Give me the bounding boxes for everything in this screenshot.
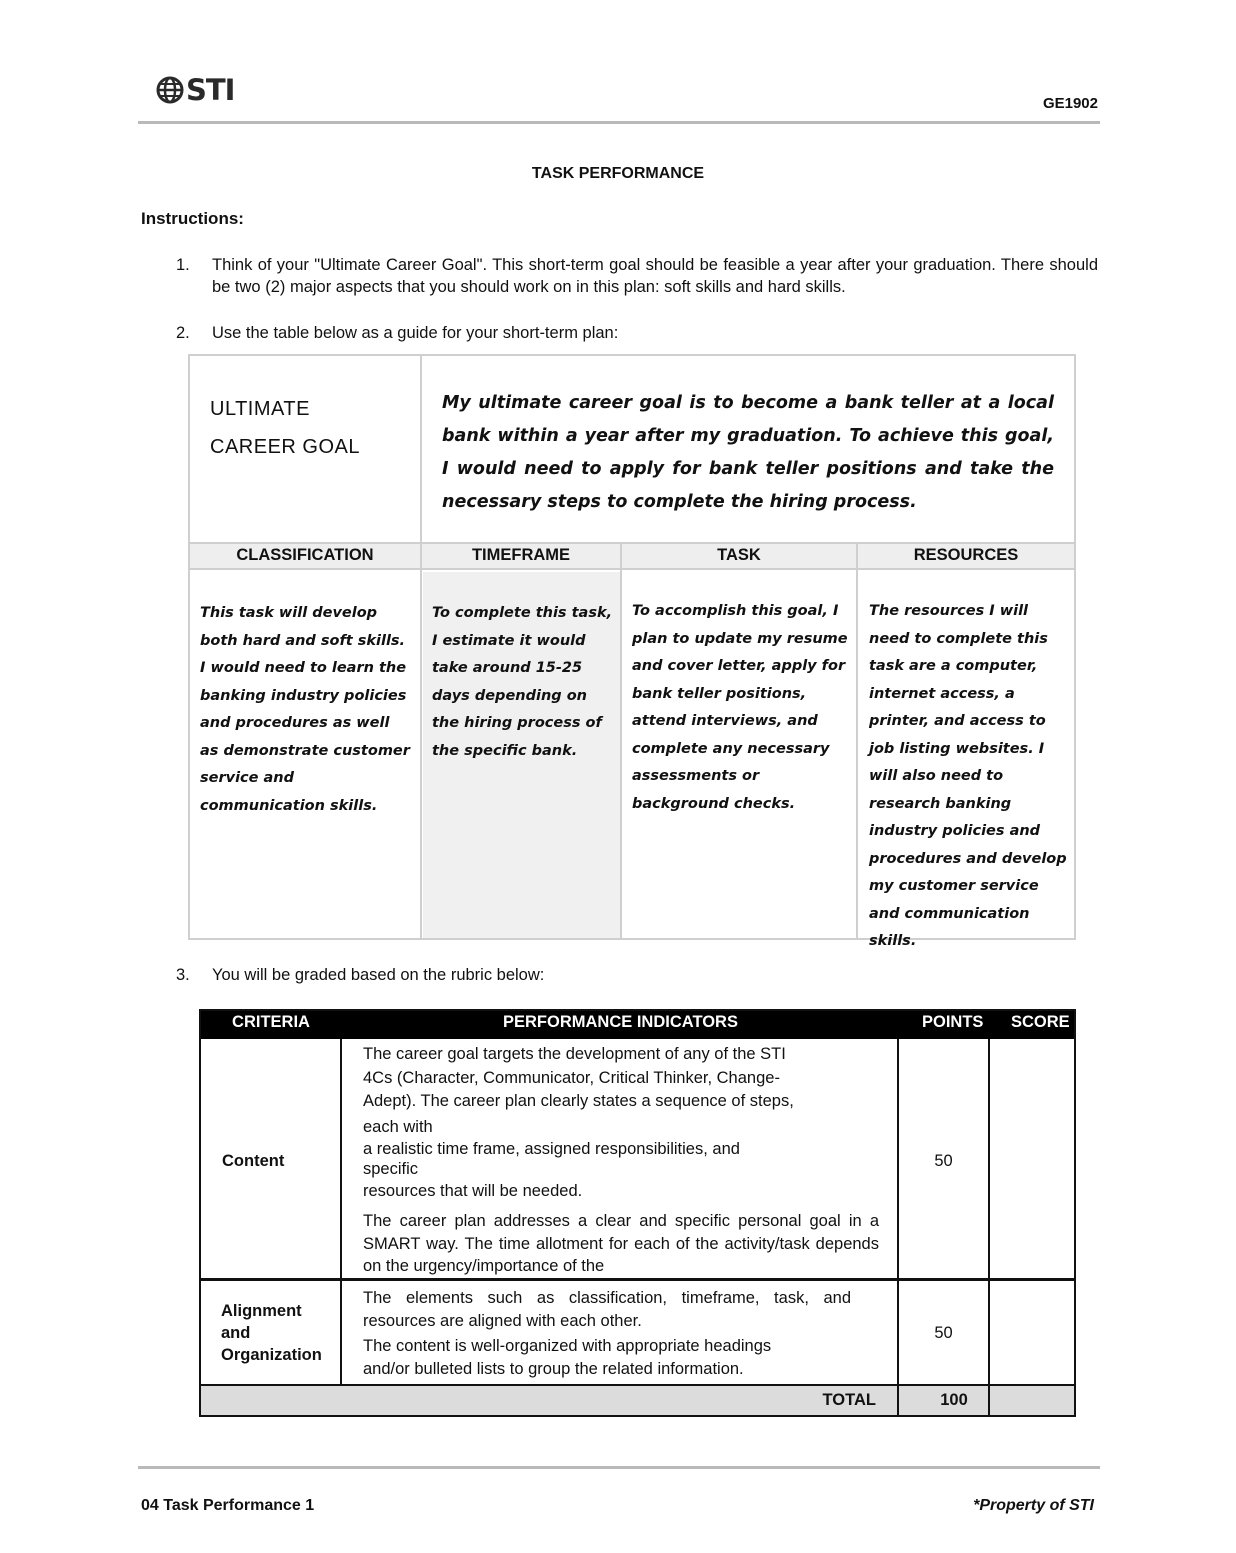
instruction-item <box>176 964 1098 986</box>
indicator-text: The elements such as classification, timeframe, task, and resources are aligned with each other. <box>363 1289 851 1330</box>
rubric-row-divider <box>201 1384 1074 1386</box>
plan-row-divider <box>188 542 1076 544</box>
footer-rule <box>138 1466 1100 1469</box>
total-label: TOTAL <box>822 1391 876 1409</box>
instruction-text: Think of your "Ultimate Career Goal". This short-term goal should be feasible a year after your graduation. There should be two (2) major aspects that you should work on in this plan: soft skills and hard skills. <box>212 256 1098 296</box>
criteria-content: Content <box>222 1152 285 1170</box>
rubric-col-divider <box>340 1039 342 1385</box>
goal-text: My ultimate career goal is to become a bank teller at a local bank within a year after my graduation. To achieve this goal, I would need to apply for bank teller positions and take the necessary steps to complete the hiring process. <box>442 393 1054 512</box>
indicator-line: The career goal targets the development of any of the STI <box>363 1045 786 1063</box>
classification-cell: This task will develop both hard and soft skills. I would need to learn the banking industry policies and procedures as well as demonstrate customer service and communication skills. <box>200 605 410 814</box>
footer-left: 04 Task Performance 1 <box>141 1497 315 1514</box>
indicator-line: a realistic time frame, assigned responsibilities, and <box>363 1139 740 1158</box>
rubric-header-indicators: PERFORMANCE INDICATORS <box>503 1013 738 1031</box>
indicator-line: and/or bulleted lists to group the related information. <box>363 1359 744 1378</box>
plan-col-divider <box>420 354 422 940</box>
goal-label-line-2: CAREER GOAL <box>210 436 360 458</box>
footer-right: *Property of STI <box>973 1497 1094 1514</box>
indicator-line: 4Cs (Character, Communicator, Critical Thinker, Change- <box>363 1068 780 1087</box>
points-content: 50 <box>934 1152 953 1170</box>
timeframe-cell: To complete this task, I estimate it would take around 15-25 days depending on the hiring process of the specific bank. <box>432 605 613 759</box>
rubric-header-points: POINTS <box>922 1013 984 1031</box>
course-code: GE1902 <box>1042 95 1098 112</box>
indicator-text: The career plan addresses a clear and specific personal goal in a SMART way. The time allotment for each of the activity/task depends on the urgency/importance of the <box>363 1212 879 1275</box>
plan-col-divider <box>856 543 858 940</box>
plan-row-divider <box>188 568 1076 570</box>
instruction-item <box>176 254 1098 298</box>
indicator-text <box>363 1117 883 1203</box>
instruction-text: You will be graded based on the rubric below: <box>212 966 545 984</box>
logo-text: STI <box>186 73 235 107</box>
instruction-item <box>176 322 1098 344</box>
globe-icon <box>156 76 184 104</box>
instruction-number: 2. <box>176 324 190 342</box>
indicator-line: Adept). The career plan clearly states a sequence of steps, <box>363 1092 794 1110</box>
indicator-line: resources that will be needed. <box>363 1181 583 1200</box>
indicator-line: specific <box>363 1159 419 1178</box>
rubric-header-criteria: CRITERIA <box>232 1013 310 1031</box>
goal-label <box>210 390 360 466</box>
indicator-text <box>363 1335 883 1380</box>
instruction-text: Use the table below as a guide for your short-term plan: <box>212 324 619 342</box>
header-task: TASK <box>717 546 761 564</box>
rubric-row-divider <box>201 1278 1074 1281</box>
instruction-number: 3. <box>176 966 190 984</box>
rubric-header-score: SCORE <box>1011 1013 1070 1031</box>
total-points: 100 <box>940 1391 968 1409</box>
rubric-col-divider <box>897 1039 899 1416</box>
goal-label-line-1: ULTIMATE <box>210 398 310 420</box>
indicator-line: each with <box>363 1118 433 1136</box>
indicator-line: The content is well-organized with appropriate headings <box>363 1337 772 1355</box>
header-timeframe: TIMEFRAME <box>471 546 571 564</box>
resources-cell: The resources I will need to complete this task are a computer, internet access, a printer, and access to job listing websites. I will also need to research banking industry policies and procedures and develop my customer service and communication skills. <box>869 603 1067 949</box>
task-cell: To accomplish this goal, I plan to update my resume and cover letter, apply for bank teller positions, attend interviews, and complete any necessary assessments or background checks. <box>632 603 848 812</box>
instruction-number: 1. <box>176 256 190 274</box>
page-title: TASK PERFORMANCE <box>531 165 705 182</box>
points-alignment: 50 <box>934 1324 953 1342</box>
indicator-text <box>363 1043 883 1117</box>
instructions-heading: Instructions: <box>141 209 244 228</box>
header-rule <box>138 121 1100 124</box>
header-resources: RESOURCES <box>913 546 1019 564</box>
rubric-col-divider <box>988 1039 990 1416</box>
sti-logo <box>156 72 234 108</box>
plan-col-divider <box>620 543 622 940</box>
criteria-alignment: Alignment and Organization <box>221 1302 322 1364</box>
header-classification: CLASSIFICATION <box>236 546 374 564</box>
